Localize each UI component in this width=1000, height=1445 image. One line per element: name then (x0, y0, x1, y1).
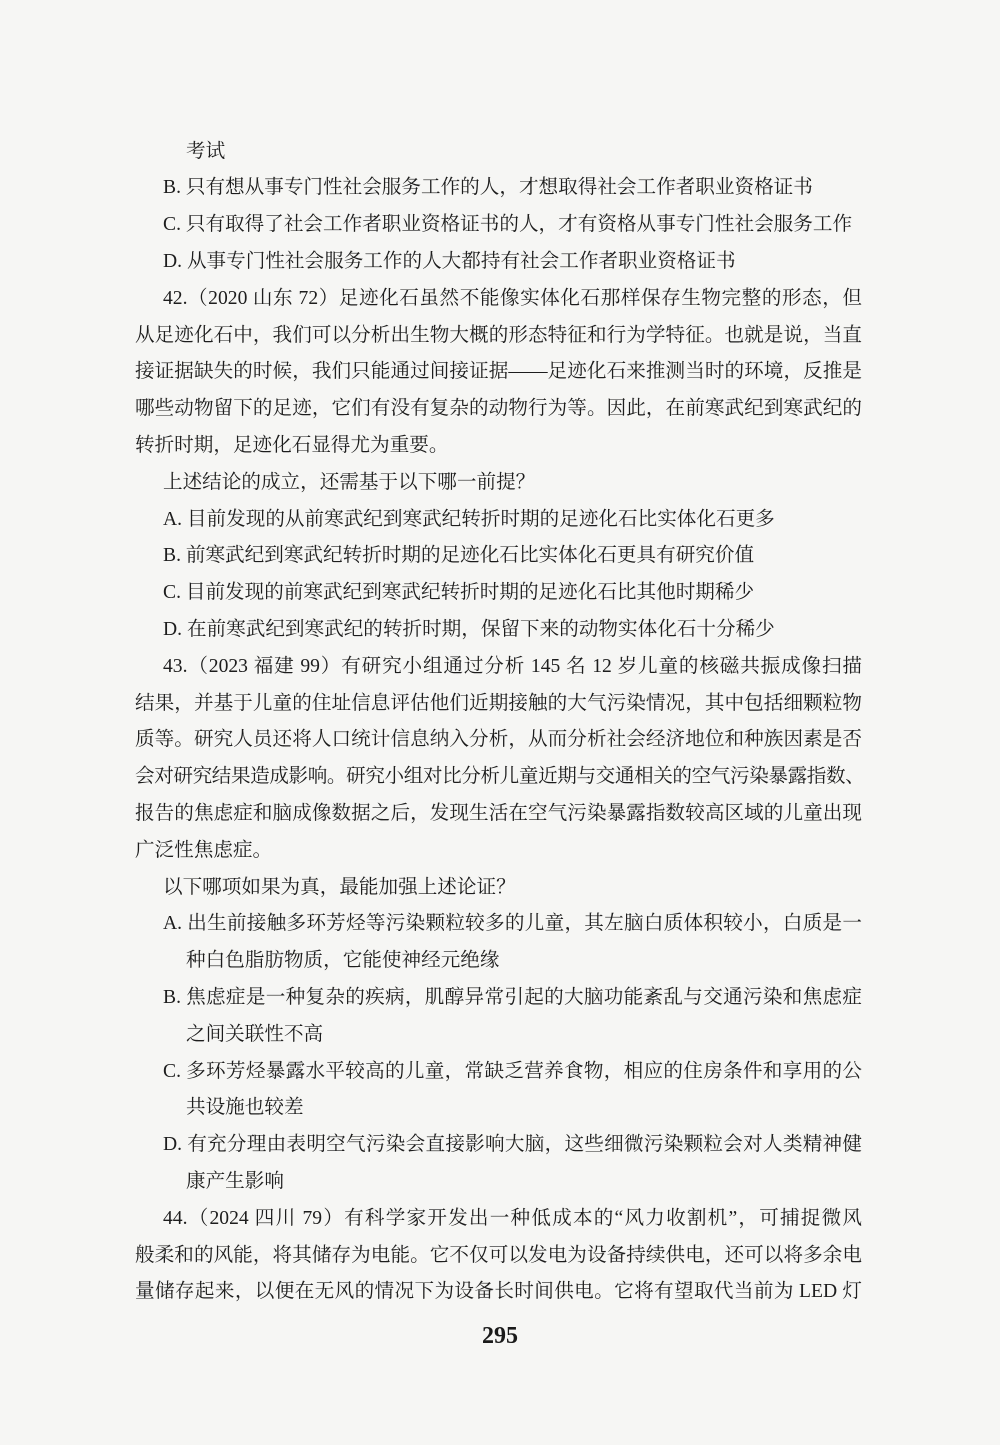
option-line: 共设施也较差 (186, 1097, 304, 1119)
question-options (135, 906, 862, 1200)
option-a (135, 906, 862, 980)
option-line: B. 焦虑症是一种复杂的疾病，肌醇异常引起的大脑功能紊乱与交通污染和焦虑症 (163, 986, 862, 1008)
option-c (135, 1054, 862, 1128)
question-stem (135, 281, 862, 465)
stem-line: 接证据缺失的时候，我们只能通过间接证据——足迹化石来推测当时的环境，反推是 (135, 361, 862, 383)
page-body (135, 134, 865, 1312)
question-options (135, 502, 862, 649)
option-line: 种白色脂肪物质，它能使神经元绝缘 (186, 950, 500, 972)
option-d (135, 1127, 862, 1201)
option-line: A. 出生前接触多环芳烃等污染颗粒较多的儿童，其左脑白质体积较小，白质是一 (163, 913, 862, 935)
stem-line: 从足迹化石中，我们可以分析出生物大概的形态特征和行为学特征。也就是说，当直 (135, 324, 862, 346)
stem-line: 44.（2024 四川 79）有科学家开发出一种低成本的“风力收割机”，可捕捉微风 (163, 1207, 862, 1229)
option-d: D. 在前寒武纪到寒武纪的转折时期，保留下来的动物实体化石十分稀少 (163, 618, 775, 640)
option-a-continued-line: 考试 (186, 140, 226, 162)
option-line: D. 有充分理由表明空气污染会直接影响大脑，这些细微污染颗粒会对人类精神健 (163, 1134, 862, 1156)
option-line: C. 多环芳烃暴露水平较高的儿童，常缺乏营养食物，相应的住房条件和享用的公 (163, 1060, 862, 1082)
option-c: C. 目前发现的前寒武纪到寒武纪转折时期的足迹化石比其他时期稀少 (163, 582, 755, 604)
stem-line: 报告的焦虑症和脑成像数据之后，发现生活在空气污染暴露指数较高区域的儿童出现 (135, 802, 862, 824)
question-41-options (135, 134, 862, 281)
option-b (135, 980, 862, 1054)
option-d: D. 从事专门性社会服务工作的人大都持有社会工作者职业资格证书 (163, 250, 736, 272)
question-prompt: 上述结论的成立，还需基于以下哪一前提？ (163, 471, 536, 493)
option-b: B. 前寒武纪到寒武纪转折时期的足迹化石比实体化石更具有研究价值 (163, 545, 755, 567)
stem-line: 般柔和的风能，将其储存为电能。它不仅可以发电为设备持续供电，还可以将多余电 (135, 1244, 862, 1266)
stem-line: 转折时期，足迹化石显得尤为重要。 (135, 434, 449, 456)
question-stem (135, 649, 865, 870)
stem-line: 质等。研究人员还将人口统计信息纳入分析，从而分析社会经济地位和种族因素是否 (135, 729, 862, 751)
option-line: 康产生影响 (186, 1170, 284, 1192)
option-c: C. 只有取得了社会工作者职业资格证书的人，才有资格从事专门性社会服务工作 (163, 214, 853, 236)
stem-line: 量储存起来，以便在无风的情况下为设备长时间供电。它将有望取代当前为 LED 灯 (135, 1281, 862, 1303)
stem-line: 42.（2020 山东 72）足迹化石虽然不能像实体化石那样保存生物完整的形态，但 (163, 287, 862, 309)
question-42 (135, 281, 862, 649)
option-a: A. 目前发现的从前寒武纪到寒武纪转折时期的足迹化石比实体化石更多 (163, 508, 775, 530)
question-stem (135, 1201, 862, 1311)
stem-line: 哪些动物留下的足迹，它们有没有复杂的动物行为等。因此，在前寒武纪到寒武纪的 (135, 398, 862, 420)
option-b: B. 只有想从事专门性社会服务工作的人，才想取得社会工作者职业资格证书 (163, 177, 813, 199)
stem-line: 会对研究结果造成影响。研究小组对比分析儿童近期与交通相关的空气污染暴露指数、 (135, 766, 865, 788)
option-line: 之间关联性不高 (186, 1023, 324, 1045)
page-number: 295 (482, 1323, 518, 1349)
stem-line: 广泛性焦虑症。 (135, 839, 273, 861)
stem-line: 结果，并基于儿童的住址信息评估他们近期接触的大气污染情况，其中包括细颗粒物 (135, 692, 862, 714)
question-44 (135, 1201, 862, 1311)
stem-line: 43.（2023 福建 99）有研究小组通过分析 145 名 12 岁儿童的核磁共振成像扫描 (163, 655, 862, 677)
question-prompt: 以下哪项如果为真，最能加强上述论证？ (163, 876, 516, 898)
question-43 (135, 649, 865, 1201)
